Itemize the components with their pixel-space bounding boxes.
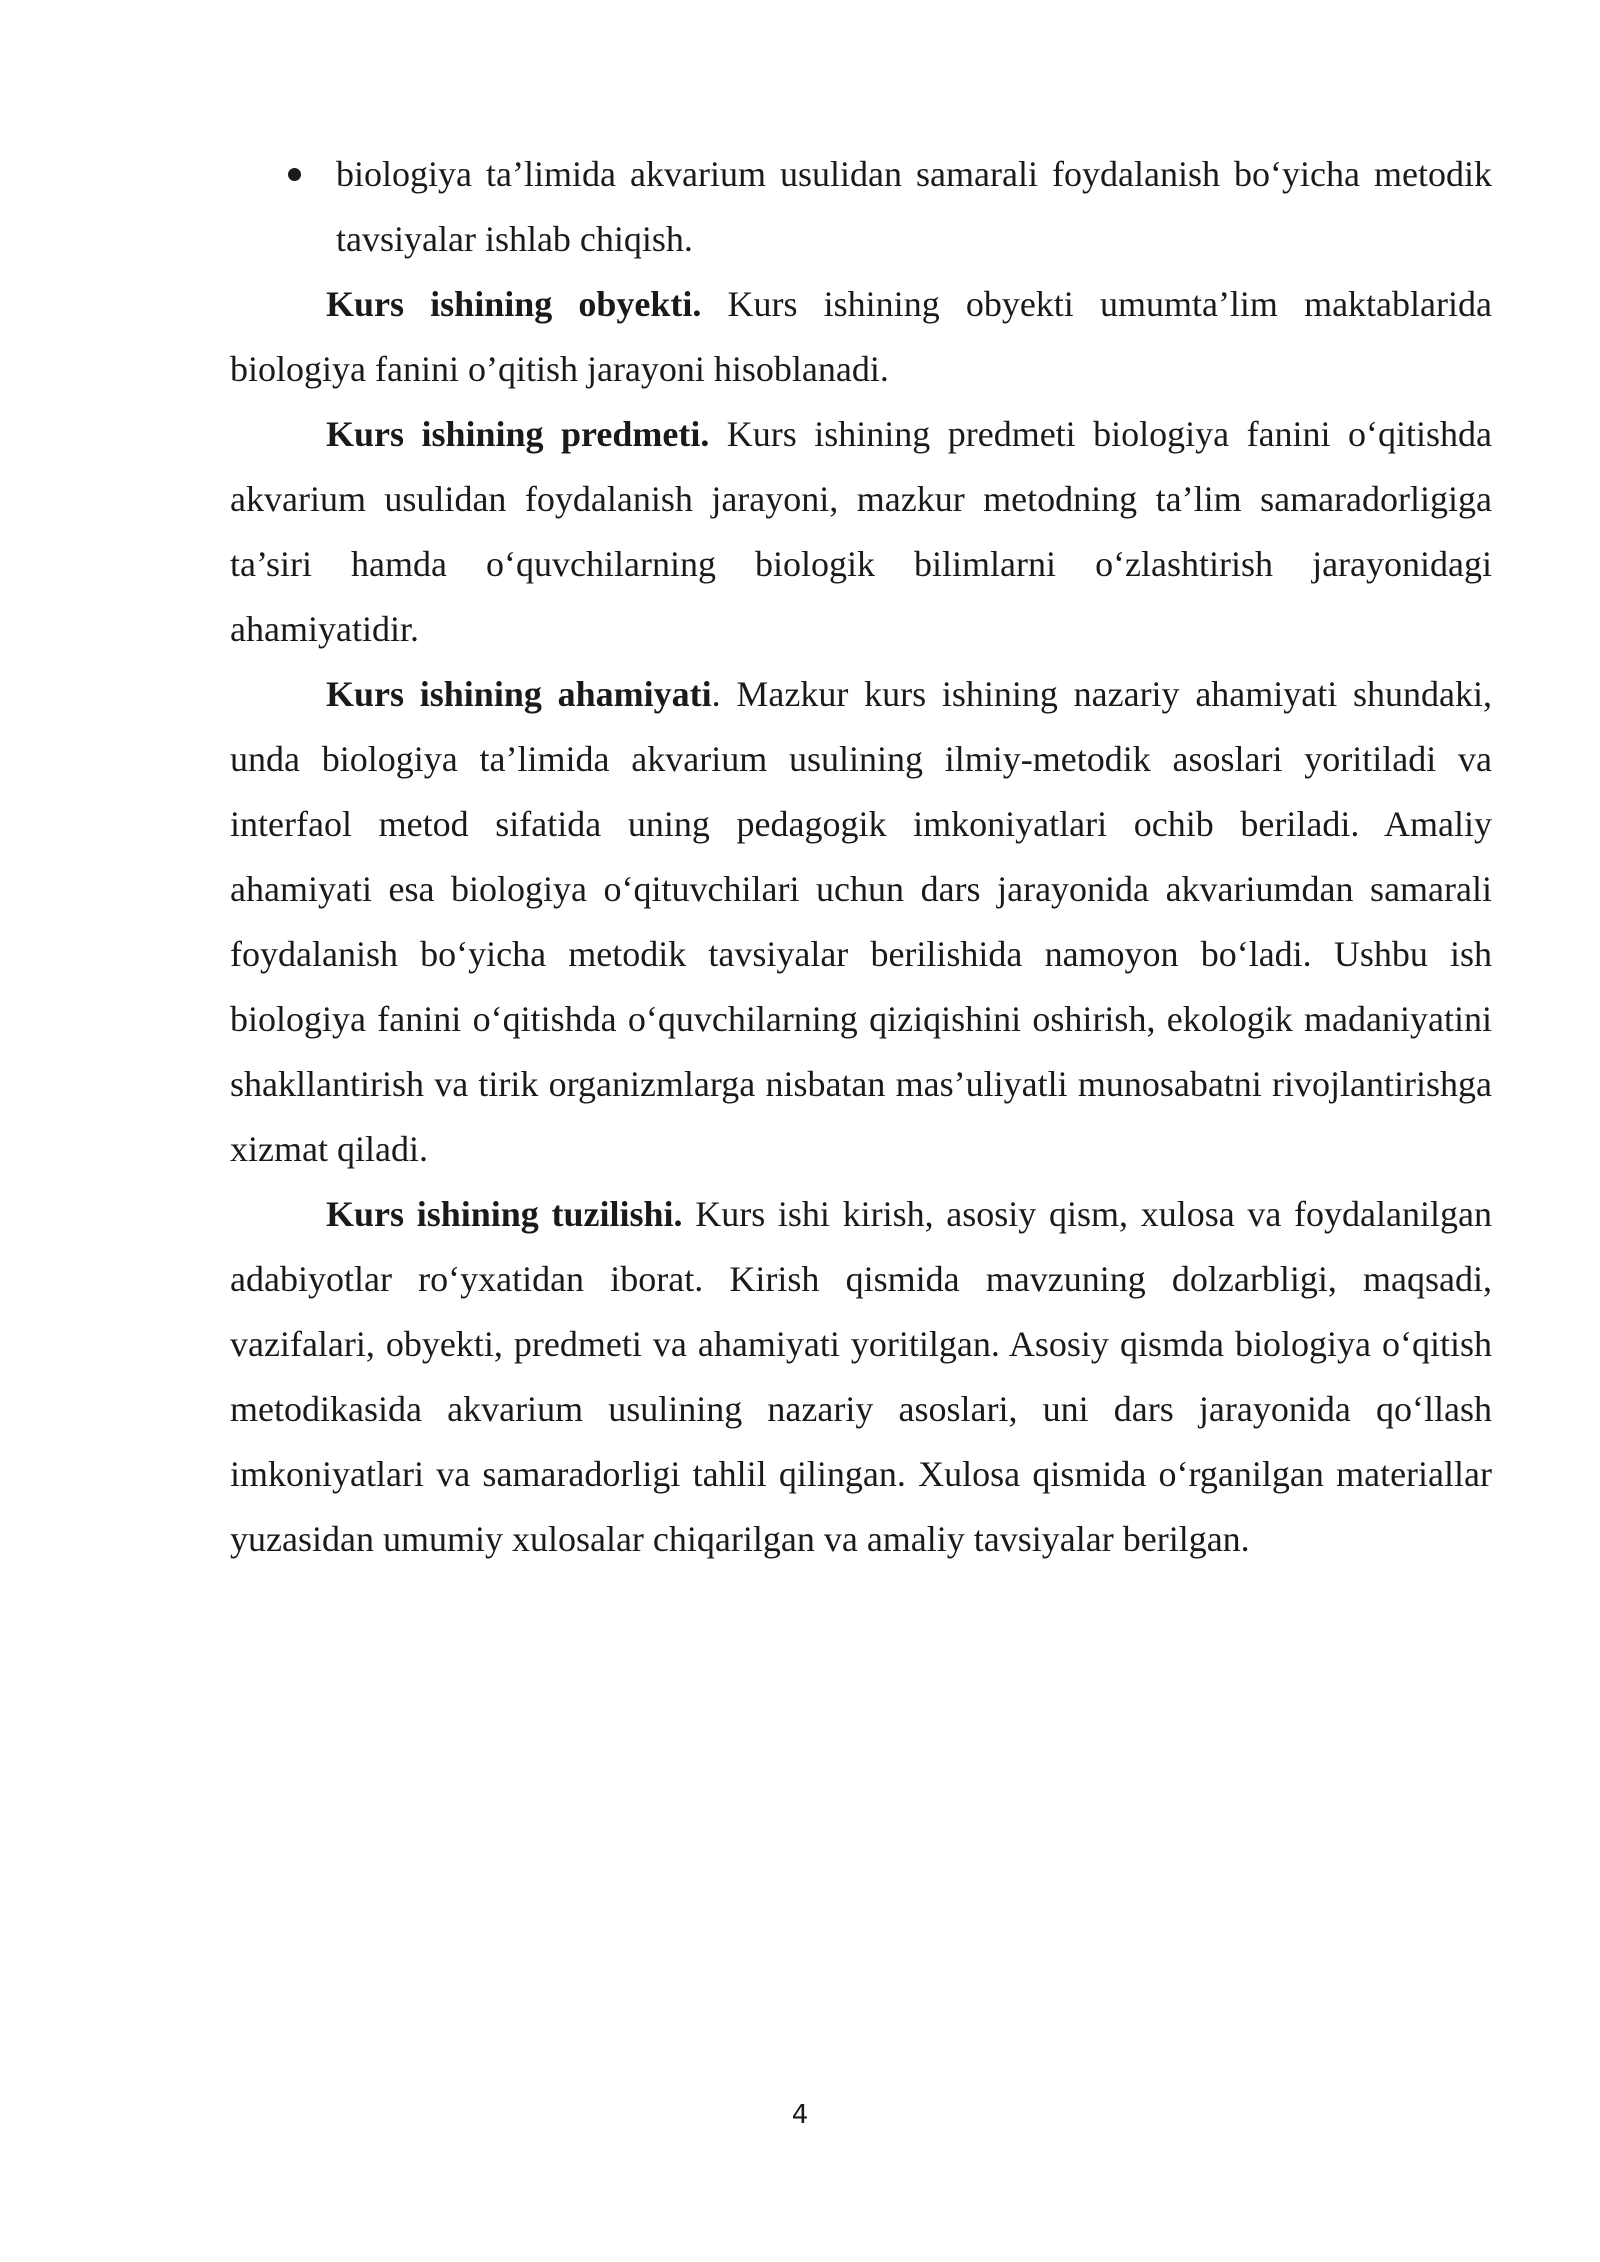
paragraph-heading: Kurs ishining obyekti. <box>326 284 702 324</box>
paragraph-body: . Mazkur kurs ishining nazariy ahamiyati shundaki, unda biologiya ta’limida akvarium usulining ilmiy-metodik asoslari yoritiladi va interfaol metod sifatida uning pedagogik imkoniyatlari ochib beriladi. Amaliy ahamiyati esa biologiya o‘qituvchilari uchun dars jarayonida akvariumdan samarali foydalanish bo‘yicha metodik tavsiyalar berilishida namoyon bo‘ladi. Ushbu ish biologiya fanini o‘qitishda o‘quvchilarning qiziqishini oshirish, ekologik madaniyatini shakllantirish va tirik organizmlarga nisbatan mas’uliyatli munosabatni rivojlantirishga xizmat qiladi. <box>230 674 1493 1169</box>
paragraph-heading: Kurs ishining tuzilishi. <box>326 1194 683 1234</box>
paragraph-body: Kurs ishining obyekti umumta’lim maktablarida biologiya fanini o’qitish jarayoni hisoblanadi. <box>230 284 1492 389</box>
paragraph-heading: Kurs ishining ahamiyati <box>326 674 712 714</box>
document-page <box>230 142 1492 1572</box>
paragraph-structure <box>230 1182 1492 1572</box>
paragraph-body: Kurs ishi kirish, asosiy qism, xulosa va foydalanilgan adabiyotlar ro‘yxatidan iborat. Kirish qismida mavzuning dolzarbligi, maqsadi, vazifalari, obyekti, predmeti va ahamiyati yoritilgan. Asosiy qismda biologiya o‘qitish metodikasida akvarium usulining nazariy asoslari, uni dars jarayonida qo‘llash imkoniyatlari va samaradorligi tahlil qilingan. Xulosa qismida o‘rganilgan materiallar yuzasidan umumiy xulosalar chiqarilgan va amaliy tavsiyalar berilgan. <box>230 1194 1492 1559</box>
page-number: 4 <box>791 2100 809 2130</box>
paragraph-object <box>230 272 1492 402</box>
paragraph-subject <box>230 402 1492 662</box>
paragraph-body: Kurs ishining predmeti biologiya fanini o‘qitishda akvarium usulidan foydalanish jarayoni, mazkur metodning ta’lim samaradorligiga ta’siri hamda o‘quvchilarning biologik bilimlarni o‘zlashtirish jarayonidagi ahamiyatidir. <box>230 414 1492 649</box>
bullet-dot-icon <box>288 168 301 181</box>
bullet-list-item <box>230 142 1492 272</box>
paragraph-heading: Kurs ishining predmeti. <box>326 414 710 454</box>
paragraph-significance <box>230 662 1492 1182</box>
bullet-text: biologiya ta’limida akvarium usulidan samarali foydalanish bo‘yicha metodik tavsiyalar ishlab chiqish. <box>336 154 1492 259</box>
